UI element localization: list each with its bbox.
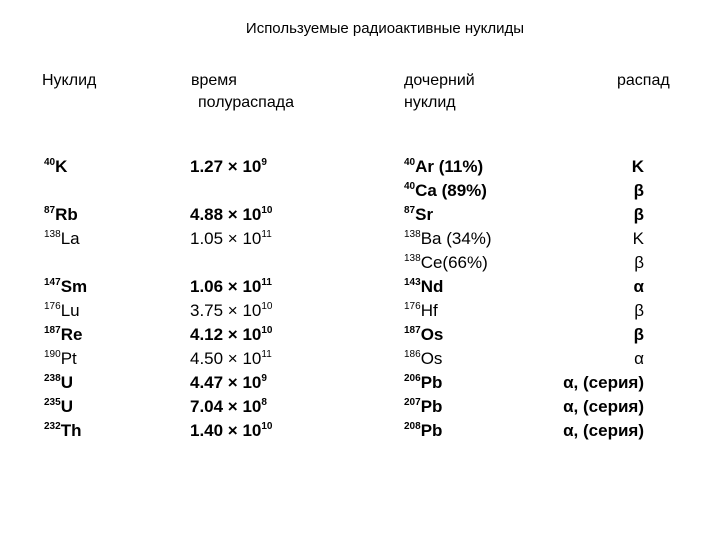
halflife-exponent: 10 [261, 301, 273, 312]
element-symbol: Pb [420, 421, 443, 440]
halflife-cell [190, 395, 267, 419]
halflife-mantissa: 1.40 × 10 [190, 421, 262, 440]
mass-number: 138 [404, 229, 421, 240]
halflife-mantissa: 1.05 × 10 [190, 229, 262, 248]
element-symbol: U [60, 397, 73, 416]
halflife-cell [190, 419, 273, 443]
element-symbol: Hf [420, 301, 438, 320]
halflife-exponent: 11 [261, 349, 272, 360]
mass-number: 207 [404, 397, 421, 408]
mass-number: 187 [44, 325, 61, 336]
halflife-cell [190, 227, 272, 251]
mass-number: 143 [404, 277, 421, 288]
decay-cell: β [633, 205, 644, 224]
branching-ratio: (66%) [442, 253, 488, 272]
nuclide-cell [44, 275, 87, 299]
mass-number: 176 [44, 301, 61, 312]
nuclide-cell [44, 347, 77, 371]
mass-number: 186 [404, 349, 421, 360]
element-symbol: U [60, 373, 73, 392]
mass-number: 187 [404, 325, 421, 336]
mass-number: 176 [404, 301, 421, 312]
mass-number: 232 [44, 421, 61, 432]
element-symbol: Ce [420, 253, 443, 272]
halflife-mantissa: 4.47 × 10 [190, 373, 262, 392]
mass-number: 190 [44, 349, 61, 360]
decay-cell: α [634, 349, 644, 368]
halflife-mantissa: 1.06 × 10 [190, 277, 262, 296]
element-symbol: K [55, 157, 68, 176]
nuclide-cell [44, 323, 82, 347]
element-symbol: Nd [420, 277, 444, 296]
header-daughter [404, 70, 475, 114]
halflife-cell [190, 347, 272, 371]
halflife-cell [190, 275, 272, 299]
decay-cell: K [631, 157, 644, 176]
header-decay: распад [617, 72, 670, 89]
halflife-cell [190, 323, 273, 347]
mass-number: 87 [404, 205, 416, 216]
mass-number: 40 [404, 181, 416, 192]
daughter-cell [404, 347, 442, 371]
header-daughter-line1: дочерний [404, 72, 475, 89]
header-halflife-line1: время [191, 72, 237, 89]
element-symbol: Ba [420, 229, 442, 248]
decay-cell: α, (серия) [563, 373, 644, 392]
mass-number: 206 [404, 373, 421, 384]
daughter-cell [404, 203, 433, 227]
header-nuclide: Нуклид [42, 72, 97, 89]
mass-number: 87 [44, 205, 56, 216]
mass-number: 40 [404, 157, 416, 168]
halflife-cell [190, 299, 273, 323]
halflife-exponent: 9 [261, 157, 267, 168]
element-symbol: Ar [415, 157, 435, 176]
daughter-cell [404, 323, 443, 347]
element-symbol: La [60, 229, 80, 248]
element-symbol: Os [420, 349, 443, 368]
element-symbol: Pb [420, 373, 443, 392]
element-symbol: Pb [420, 397, 443, 416]
nuclide-cell [44, 371, 73, 395]
page-title: Используемые радиоактивные нуклиды [245, 20, 525, 37]
header-daughter-line2: нуклид [404, 94, 456, 111]
daughter-cell [404, 299, 438, 323]
halflife-cell [190, 155, 267, 179]
halflife-exponent: 8 [261, 397, 267, 408]
element-symbol: Os [420, 325, 444, 344]
branching-ratio: (89%) [436, 181, 487, 200]
nuclide-cell [44, 395, 73, 419]
halflife-mantissa: 1.27 × 10 [190, 157, 262, 176]
halflife-mantissa: 4.88 × 10 [190, 205, 262, 224]
decay-cell: β [634, 301, 644, 320]
mass-number: 40 [44, 157, 56, 168]
nuclide-cell [44, 203, 78, 227]
mass-number: 138 [44, 229, 61, 240]
halflife-exponent: 10 [261, 421, 273, 432]
decay-cell: α, (серия) [563, 421, 644, 440]
element-symbol: Re [60, 325, 83, 344]
element-symbol: Sr [415, 205, 434, 224]
branching-ratio: (11%) [434, 157, 484, 176]
nuclide-cell [44, 299, 80, 323]
halflife-mantissa: 4.50 × 10 [190, 349, 262, 368]
halflife-exponent: 10 [261, 325, 273, 336]
daughter-cell [404, 155, 483, 179]
daughter-cell [404, 251, 488, 275]
decay-cell: α, (серия) [563, 397, 644, 416]
branching-ratio: (34%) [441, 229, 492, 248]
header-halflife-line2: полураспада [198, 94, 294, 111]
element-symbol: Rb [55, 205, 78, 224]
decay-cell: K [632, 229, 644, 248]
daughter-cell [404, 419, 442, 443]
halflife-exponent: 9 [261, 373, 267, 384]
halflife-cell [190, 371, 267, 395]
mass-number: 208 [404, 421, 421, 432]
decay-cell: β [633, 325, 644, 344]
element-symbol: Pt [60, 349, 77, 368]
daughter-cell [404, 227, 492, 251]
daughter-cell [404, 395, 442, 419]
element-symbol: Ca [415, 181, 437, 200]
nuclide-cell [44, 227, 80, 251]
element-symbol: Sm [60, 277, 88, 296]
nuclide-cell [44, 419, 81, 443]
element-symbol: Th [60, 421, 82, 440]
nuclide-cell [44, 155, 67, 179]
daughter-cell [404, 179, 487, 203]
mass-number: 235 [44, 397, 61, 408]
halflife-exponent: 11 [261, 277, 272, 288]
decay-cell: α [633, 277, 644, 296]
decay-cell: β [634, 253, 644, 272]
mass-number: 238 [44, 373, 61, 384]
daughter-cell [404, 371, 442, 395]
decay-cell: β [633, 181, 644, 200]
halflife-exponent: 10 [261, 205, 273, 216]
halflife-mantissa: 4.12 × 10 [190, 325, 262, 344]
element-symbol: Lu [60, 301, 80, 320]
halflife-cell [190, 203, 273, 227]
mass-number: 138 [404, 253, 421, 264]
daughter-cell [404, 275, 443, 299]
halflife-exponent: 11 [261, 229, 272, 240]
halflife-mantissa: 7.04 × 10 [190, 397, 262, 416]
mass-number: 147 [44, 277, 61, 288]
halflife-mantissa: 3.75 × 10 [190, 301, 262, 320]
header-halflife [191, 70, 294, 114]
